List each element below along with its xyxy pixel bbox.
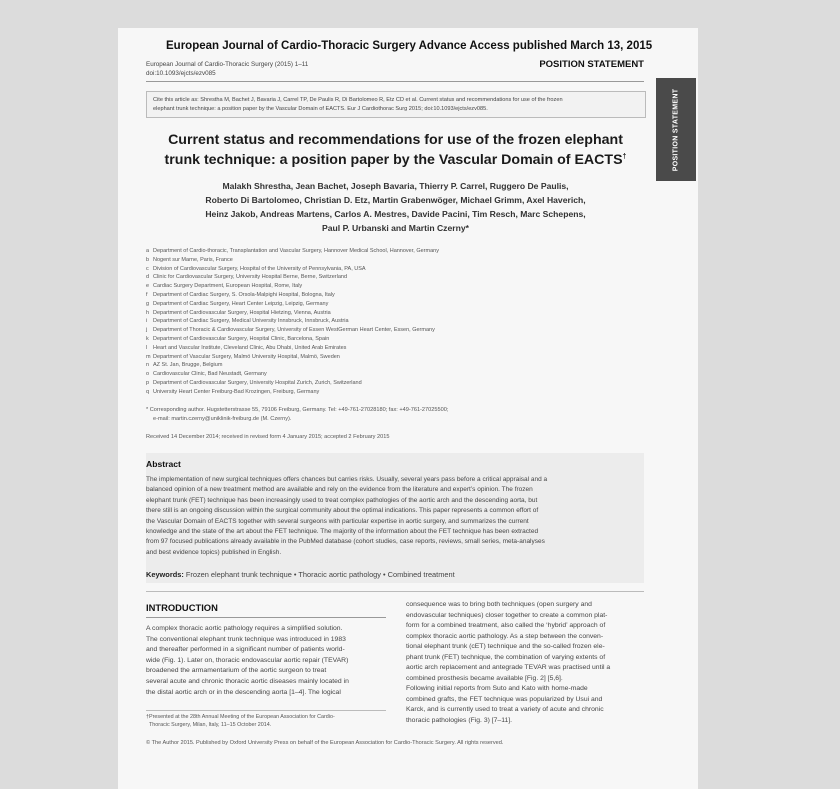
abstract-line: and best evidence topics) published in English. <box>146 548 282 556</box>
intro-text-line: and thereafter performed in a significant number of patients world- <box>146 646 345 654</box>
affiliation-marker: e <box>146 283 150 290</box>
affiliation-item <box>146 266 366 272</box>
abstract-line: balanced opinion of a new treatment method are available and rely on the evidence from the literature and expert’s opinion. The frozen <box>146 486 533 494</box>
copyright-notice: © The Author 2015. Published by Oxford University Press on behalf of the European Association for Cardio-Thoracic Surgery. All rights reserved. <box>146 740 504 746</box>
affiliation-text: Department of Cardiovascular Surgery, Hospital Clinic, Barcelona, Spain <box>153 336 330 342</box>
authors-line-4: Paul P. Urbanski and Martin Czerny* <box>322 223 469 233</box>
affiliation-item <box>146 336 329 342</box>
citation-box <box>146 91 646 118</box>
authors-line-1: Malakh Shrestha, Jean Bachet, Joseph Bavaria, Thierry P. Carrel, Ruggero De Paulis, <box>222 181 569 191</box>
intro-text-line: combined prosthesis became available [Fig. 2] [5,6]. <box>406 674 563 682</box>
keywords: Keywords: Frozen elephant trunk technique • Thoracic aortic pathology • Combined treatment <box>146 570 455 579</box>
journal-header: European Journal of Cardio-Thoracic Surgery Advance Access published March 13, 2015 <box>166 40 653 52</box>
affiliation-marker: o <box>146 371 150 378</box>
affiliation-marker: q <box>146 388 150 395</box>
affiliation-item <box>146 248 439 254</box>
affiliation-text: Department of Thoracic & Cardiovascular Surgery, University of Essen WestGerman Heart Center, Essen, Germany <box>153 327 435 334</box>
header-divider <box>146 81 644 82</box>
abstract-heading: Abstract <box>146 459 181 469</box>
affiliation-item <box>146 380 362 386</box>
corresponding-author-email[interactable]: e-mail: martin.czerny@uniklinik-freiburg.de (M. Czerny). <box>153 416 292 422</box>
affiliation-marker: j <box>146 327 148 334</box>
intro-text-line: consequence was to bring both techniques (open surgery and <box>406 601 592 608</box>
affiliation-text: Clinic for Cardiovascular Surgery, University Hospital Berne, Berne, Switzerland <box>153 274 348 281</box>
intro-text-line: several acute and chronic thoracic aortic diseases mainly located in <box>146 678 349 685</box>
abstract-line: elephant trunk (FET) technique has been increasingly used to treat complex pathologies of the aortic arch and the descending aorta, but <box>146 496 538 504</box>
affiliation-marker: b <box>146 256 150 263</box>
article-title-line-1: Current status and recommendations for use of the frozen elephant <box>168 132 623 148</box>
affiliation-item <box>146 301 328 307</box>
affiliation-marker: k <box>146 336 149 342</box>
affiliation-text: Division of Cardiovascular Surgery, Hospital of the University of Pennsylvania, PA, USA <box>153 265 366 272</box>
affiliation-item <box>146 318 349 324</box>
affiliation-text: Heart and Vascular Institute, Cleveland Clinic, Abu Dhabi, United Arab Emirates <box>153 344 347 351</box>
affiliation-item <box>146 354 340 360</box>
affiliation-text: Department of Cardiovascular Surgery, Hospital Hietzing, Vienna, Austria <box>153 309 331 316</box>
affiliation-marker: c <box>146 265 149 272</box>
affiliation-marker: p <box>146 380 150 386</box>
affiliation-text: Nogent sur Marne, Paris, France <box>153 256 233 263</box>
affiliation-marker: i <box>146 318 148 325</box>
received-dates: Received 14 December 2014; received in revised form 4 January 2015; accepted 2 February 2015 <box>146 434 390 440</box>
affiliation-marker: f <box>146 292 148 298</box>
intro-text-line: broadened the armamentarium of the aortic surgeon to treat <box>146 667 327 675</box>
affiliation-item <box>146 274 347 280</box>
affiliation-text: University Heart Center Freiburg-Bad Krozingen, Freiburg, Germany <box>153 388 320 395</box>
affiliation-marker: d <box>146 274 150 281</box>
intro-text-line: phant trunk (FET) technique, the combination of varying extents of <box>406 653 606 661</box>
intro-text-line: aortic arch replacement and antegrade TEVAR was practised until a <box>406 664 611 671</box>
intro-text-line: Following initial reports from Suto and Kato with home-made <box>406 685 588 692</box>
affiliation-marker: m <box>146 353 151 360</box>
affiliation-marker: a <box>146 248 150 254</box>
intro-text-line: The conventional elephant trunk technique was introduced in 1983 <box>146 635 346 643</box>
abstract-line: knowledge and the state of the art about the FET technique. The majority of the information about the FET technique has been extracted <box>146 528 539 535</box>
intro-text-line: the distal aortic arch or in the descending aorta [1–4]. The logical <box>146 688 341 696</box>
citation-line-2: elephant trunk technique: a position paper by the Vascular Domain of EACTS. Eur J Cardiothorac Surg 2015; doi:10.1093/ejcts/ezv085. <box>153 106 488 112</box>
affiliation-marker: g <box>146 300 150 307</box>
affiliation-item <box>146 292 335 298</box>
article-title-line-2: trunk technique: a position paper by the Vascular Domain of EACTS† <box>164 152 627 168</box>
section-label: POSITION STATEMENT <box>539 59 644 70</box>
article-page <box>118 28 698 789</box>
affiliation-text: Department of Cardiovascular Surgery, University Hospital Zurich, Zurich, Switzerland <box>153 380 362 386</box>
intro-text-line: wide (Fig. 1). Later on, thoracic endovascular aortic repair (TEVAR) <box>146 656 349 664</box>
intro-text-line: A complex thoracic aortic pathology requires a simplified solution. <box>146 625 343 632</box>
abstract-line: from 97 focused publications already available in the PubMed database (cohort studies, case reports, reviews, small series, meta-analyses <box>146 538 545 546</box>
affiliation-item <box>146 389 319 395</box>
intro-text-line: endovascular techniques) closer together to create a common plat- <box>406 611 608 619</box>
affiliation-item <box>146 362 222 368</box>
affiliation-item <box>146 283 302 289</box>
intro-text-line: form for a combined treatment, also called the ‘hybrid’ approach of <box>406 622 606 629</box>
footnote-divider <box>146 710 386 711</box>
affiliation-text: Department of Cardiac Surgery, Heart Center Leipzig, Leipzig, Germany <box>153 300 329 307</box>
affiliation-item <box>146 327 435 333</box>
affiliation-item <box>146 257 233 263</box>
affiliation-item <box>146 371 267 377</box>
affiliation-marker: h <box>146 309 150 316</box>
intro-text-line: thoracic pathologies (Fig. 3) [7–11]. <box>406 716 513 724</box>
affiliation-item <box>146 310 331 316</box>
citation-line-1: Cite this article as: Shrestha M, Bachet J, Bavaria J, Carrel TP, De Paulis R, Di Bartolomeo R, Etz CD et al. Current status and recommendations for use of the frozen <box>153 97 563 103</box>
intro-heading-rule <box>146 617 386 618</box>
affiliation-text: Department of Cardio-thoracic, Transplantation and Vascular Surgery, Hannover Medical School, Hannover, Germany <box>153 248 439 254</box>
intro-text-line: tional elephant trunk (cET) technique and the so-called frozen ele- <box>406 643 605 650</box>
side-tab-label: POSITION STATEMENT <box>672 88 680 171</box>
affiliation-text: Cardiovascular Clinic, Bad Neustadt, Germany <box>153 371 267 378</box>
presentation-footnote-2: Thoracic Surgery, Milan, Italy, 11–15 October 2014. <box>149 722 272 728</box>
abstract-line: the Vascular Domain of EACTS together with several surgeons with particular expertise in aortic surgery, and summarizes the current <box>146 517 529 525</box>
introduction-heading: INTRODUCTION <box>146 602 218 613</box>
authors-line-2: Roberto Di Bartolomeo, Christian D. Etz, Martin Grabenwöger, Michael Grimm, Axel Haverich, <box>205 195 586 205</box>
affiliation-marker: n <box>146 362 150 369</box>
abstract-line: The implementation of new surgical techniques offers chances but carries risks. Usually, several years pass before a critical appraisal and a <box>146 476 548 483</box>
intro-text-line: complex thoracic aortic pathology. As a step between the conven- <box>406 632 604 640</box>
corresponding-author-line-1: * Corresponding author. Hugstetterstrasse 55, 79106 Freiburg, Germany. Tel: +49-761-27028180; fax: +49-761-27025500; <box>146 407 449 413</box>
intro-text-line: combined grafts, the FET technique was popularized by Usui and <box>406 695 603 703</box>
affiliation-text: Department of Cardiac Surgery, S. Orsola-Malpighi Hospital, Bologna, Italy <box>153 292 335 298</box>
affiliation-text: Cardiac Surgery Department, European Hospital, Rome, Italy <box>153 283 303 290</box>
doi-line[interactable]: doi:10.1093/ejcts/ezv085 <box>146 70 216 77</box>
abstract-divider <box>146 591 644 592</box>
authors-line-3: Heinz Jakob, Andreas Martens, Carlos A. Mestres, Davide Pacini, Tim Resch, Marc Schepens, <box>205 209 586 219</box>
presentation-footnote-1: †Presented at the 28th Annual Meeting of the European Association for Cardio- <box>146 714 335 720</box>
abstract-line: there still is an ongoing discussion within the surgical community about the optimal indications. This paper represents a common effort of <box>146 507 539 515</box>
affiliation-text: Department of Cardiac Surgery, Medical University Innsbruck, Innsbruck, Austria <box>153 318 349 325</box>
intro-text-line: Karck, and is currently used to treat a variety of acute and chronic <box>406 706 604 713</box>
journal-citation-line: European Journal of Cardio-Thoracic Surgery (2015) 1–11 <box>146 61 309 68</box>
affiliation-marker: l <box>146 344 148 351</box>
affiliation-text: AZ St. Jan, Brugge, Belgium <box>153 362 223 369</box>
affiliation-item <box>146 345 346 351</box>
affiliation-text: Department of Vascular Surgery, Malmö University Hospital, Malmö, Sweden <box>153 353 340 360</box>
